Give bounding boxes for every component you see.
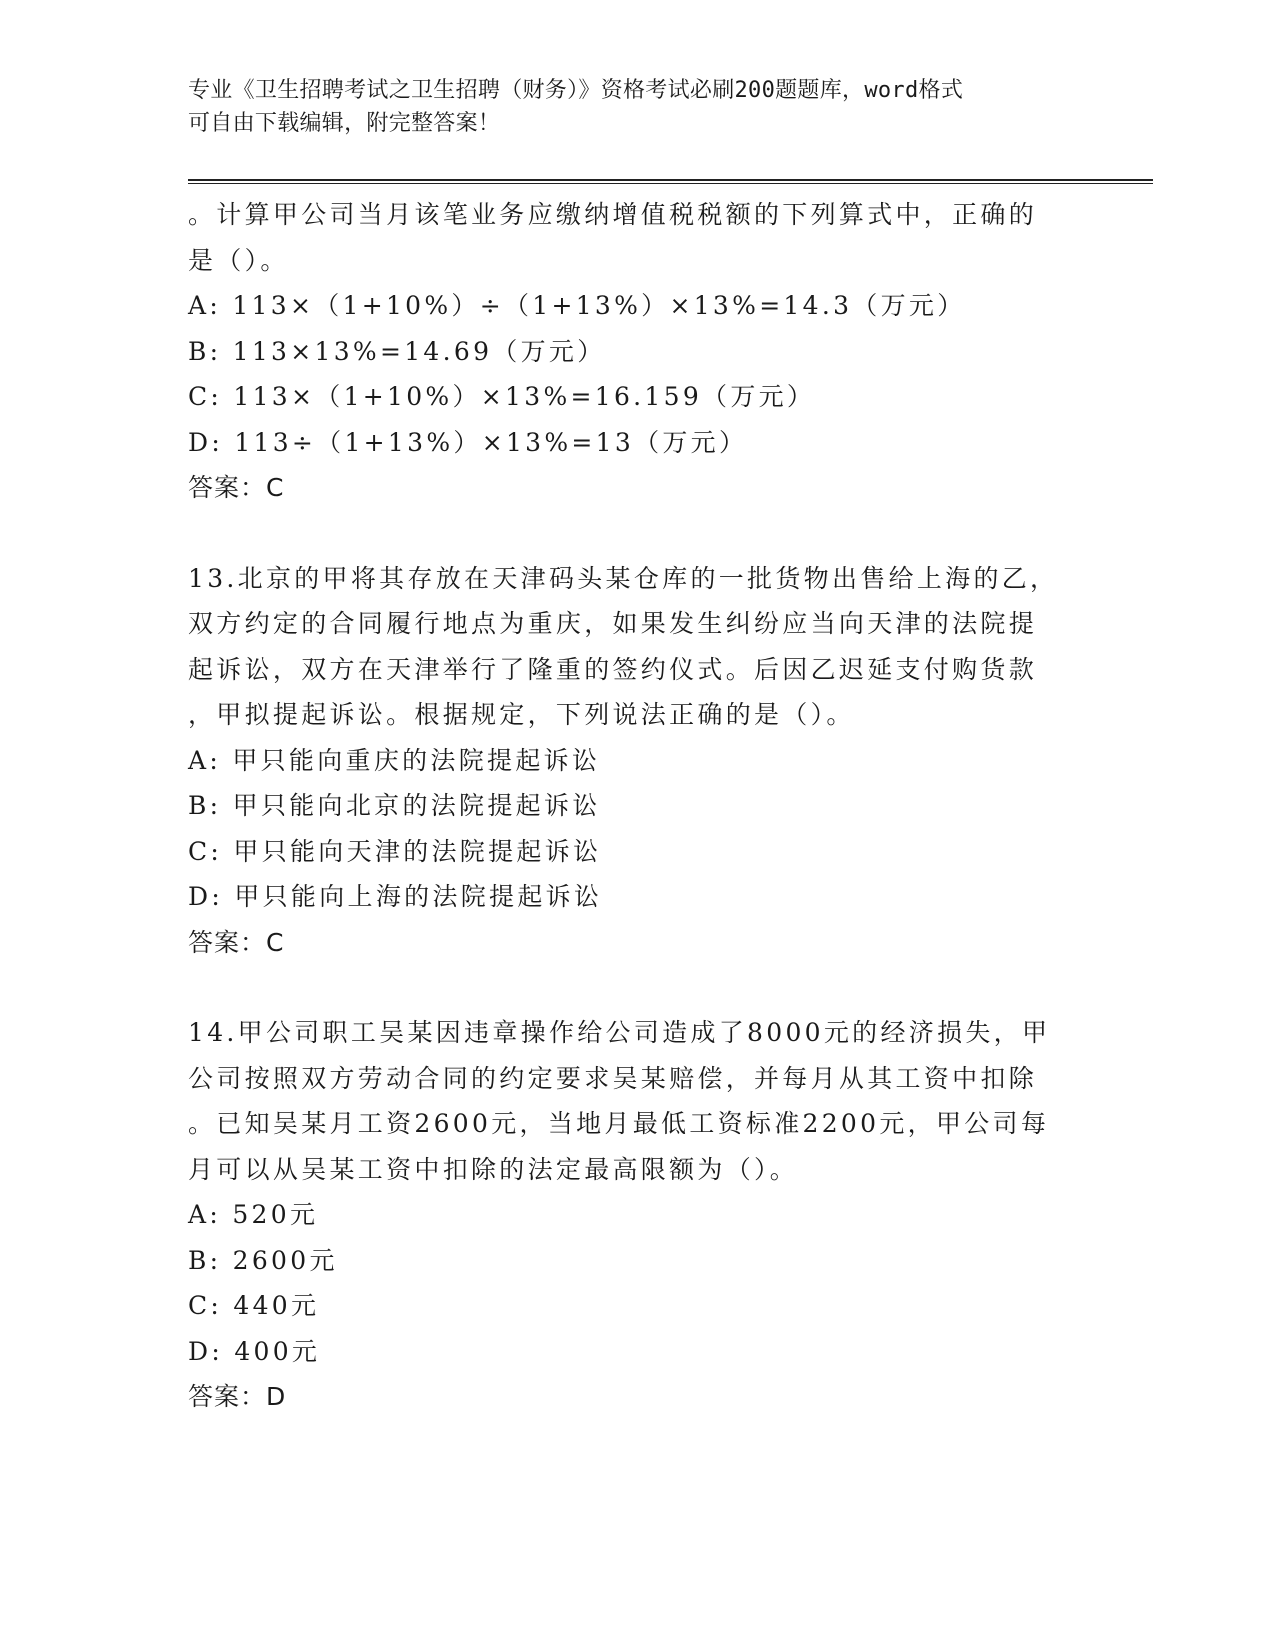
option-c: C: 甲只能向天津的法院提起诉讼	[188, 836, 602, 866]
option-a: A: 甲只能向重庆的法院提起诉讼	[188, 745, 601, 775]
header-line-2: 可自由下载编辑，附完整答案！	[188, 111, 501, 136]
answer-label: 答案：C	[188, 927, 285, 957]
question-list	[188, 192, 1058, 1420]
question-spacer	[188, 511, 1058, 556]
question-stem-line: 起诉讼，双方在天津举行了隆重的签约仪式。后因乙迟延支付购货款	[188, 654, 1038, 684]
question-spacer	[188, 965, 1058, 1010]
option-b: B: 113×13%=14.69（万元）	[188, 336, 606, 366]
question-stem-line: 是（）。	[188, 245, 289, 275]
header-divider	[188, 179, 1153, 184]
question-stem-line: 公司按照双方劳动合同的约定要求吴某赔偿，并每月从其工资中扣除	[188, 1063, 1038, 1093]
question-stem-line: 13.北京的甲将其存放在天津码头某仓库的一批货物出售给上海的乙，	[188, 563, 1059, 593]
option-c: C: 440元	[188, 1291, 320, 1320]
question-stem-line: 。已知吴某月工资2600元，当地月最低工资标准2200元，甲公司每	[188, 1109, 1050, 1138]
question-13	[188, 556, 1058, 966]
question-12	[188, 192, 1058, 511]
header-line-1: 专业《卫生招聘考试之卫生招聘（财务）》资格考试必刷200题题库，word格式	[188, 78, 964, 103]
option-a: A: 520元	[188, 1200, 319, 1229]
option-a: A: 113×（1+10%）÷（1+13%）×13%=14.3（万元）	[188, 291, 966, 320]
option-d: D: 甲只能向上海的法院提起诉讼	[188, 882, 603, 911]
question-stem-line: 。计算甲公司当月该笔业务应缴纳增值税税额的下列算式中，正确的	[188, 200, 1038, 229]
option-c: C: 113×（1+10%）×13%=16.159（万元）	[188, 382, 816, 411]
question-stem-line: 14.甲公司职工吴某因违章操作给公司造成了8000元的经济损失，甲	[188, 1018, 1051, 1047]
question-stem-line: ，甲拟提起诉讼。根据规定，下列说法正确的是（）。	[188, 700, 855, 729]
page-header	[188, 74, 1068, 140]
option-b: B: 2600元	[188, 1245, 338, 1275]
question-14	[188, 1010, 1058, 1420]
answer-label: 答案：C	[188, 473, 285, 502]
question-stem-line: 月可以从吴某工资中扣除的法定最高限额为（）。	[188, 1154, 799, 1184]
option-d: D: 113÷（1+13%）×13%=13（万元）	[188, 427, 748, 457]
answer-label: 答案：D	[188, 1382, 287, 1411]
question-stem-line: 双方约定的合同履行地点为重庆，如果发生纠纷应当向天津的法院提	[188, 609, 1038, 638]
option-b: B: 甲只能向北京的法院提起诉讼	[188, 791, 601, 820]
option-d: D: 400元	[188, 1336, 321, 1366]
